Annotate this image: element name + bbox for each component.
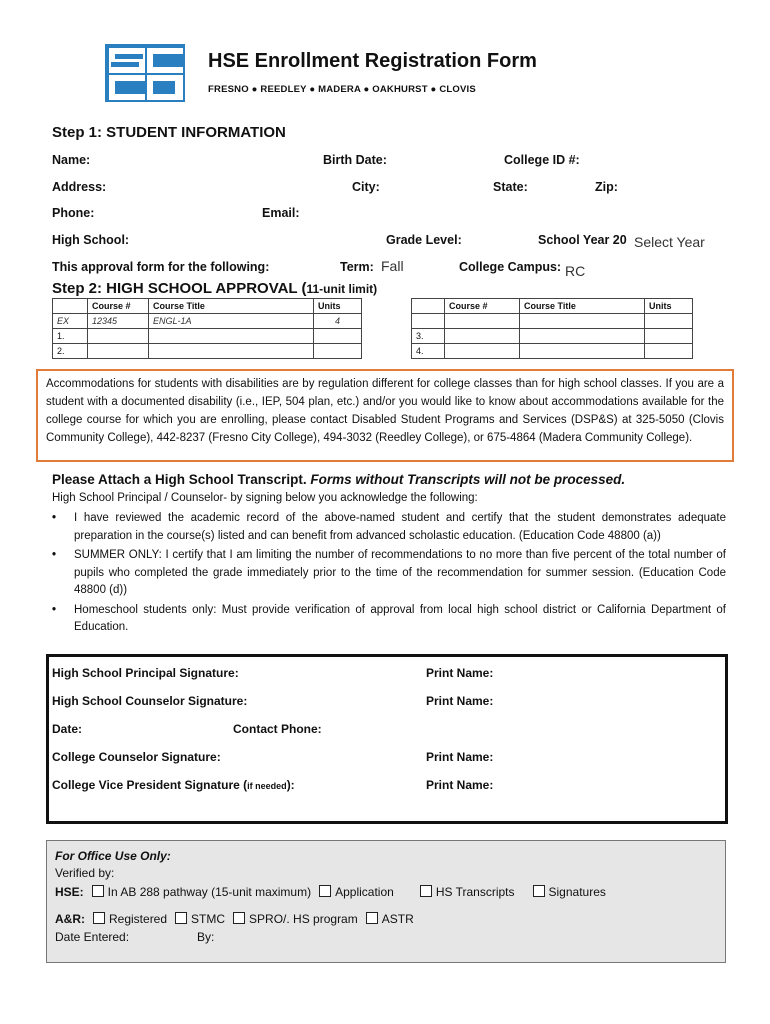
state-label: State: bbox=[493, 180, 528, 194]
ab288-checkbox[interactable] bbox=[92, 885, 104, 897]
course-number-input[interactable] bbox=[445, 329, 520, 344]
acknowledge-list bbox=[52, 510, 726, 639]
list-item-text: SUMMER ONLY: I certify that I am limiting the number of recommendations to no more than five percent of the total number of pupils who completed the grade immediately prior to the time of the recommendation for summer session. (Education Code 48800 (d)) bbox=[74, 549, 726, 596]
birth-date-label: Birth Date: bbox=[323, 153, 387, 167]
table-row bbox=[412, 329, 693, 344]
logo-d-mark bbox=[147, 75, 183, 100]
verified-by-label: Verified by: bbox=[55, 866, 115, 880]
units-input[interactable] bbox=[645, 314, 693, 329]
course-title-input[interactable] bbox=[149, 344, 314, 359]
print-name-label: Print Name: bbox=[426, 750, 494, 764]
hse-label: HSE: bbox=[55, 885, 84, 899]
table-row bbox=[412, 314, 693, 329]
signatures-checkbox[interactable] bbox=[533, 885, 545, 897]
city-label: City: bbox=[352, 180, 380, 194]
name-label: Name: bbox=[52, 153, 91, 167]
col-blank bbox=[53, 299, 88, 314]
college-id-label: College ID #: bbox=[504, 153, 580, 167]
course-number-input[interactable] bbox=[88, 329, 149, 344]
registered-option: Registered bbox=[109, 912, 168, 926]
application-option: Application bbox=[335, 885, 394, 899]
astr-option: ASTR bbox=[381, 912, 414, 926]
course-number-input[interactable] bbox=[445, 344, 520, 359]
contact-phone-label: Contact Phone: bbox=[233, 722, 322, 736]
principal-signature-label: High School Principal Signature: bbox=[52, 666, 239, 680]
row-number: 2. bbox=[53, 344, 88, 359]
list-item-text: Homeschool students only: Must provide verification of approval from local high school district or California Department of Education. bbox=[74, 603, 726, 633]
col-units: Units bbox=[645, 299, 693, 314]
units-input[interactable] bbox=[314, 344, 362, 359]
row-number bbox=[412, 314, 445, 329]
col-units: Units bbox=[314, 299, 362, 314]
table-row bbox=[53, 314, 362, 329]
stmc-option: STMC bbox=[191, 912, 226, 926]
course-title-input[interactable] bbox=[520, 344, 645, 359]
spro-checkbox[interactable] bbox=[233, 912, 245, 924]
list-item: • Homeschool students only: Must provide verification of approval from local high school district or California Department of Education. bbox=[52, 603, 726, 633]
print-name-label: Print Name: bbox=[426, 694, 494, 708]
col-course-number: Course # bbox=[445, 299, 520, 314]
print-name-label: Print Name: bbox=[426, 778, 494, 792]
units-input[interactable] bbox=[645, 329, 693, 344]
college-campus-select[interactable]: RC bbox=[565, 263, 586, 279]
term-label: Term: bbox=[340, 260, 374, 274]
vp-label-end: ): bbox=[286, 778, 295, 792]
office-use-heading: For Office Use Only: bbox=[55, 849, 171, 863]
course-title-cell: ENGL-1A bbox=[149, 314, 314, 329]
phone-label: Phone: bbox=[52, 206, 95, 220]
hs-transcripts-checkbox[interactable] bbox=[420, 885, 432, 897]
col-course-title: Course Title bbox=[520, 299, 645, 314]
ar-label: A&R: bbox=[55, 912, 85, 926]
astr-checkbox[interactable] bbox=[366, 912, 378, 924]
row-number: EX bbox=[53, 314, 88, 329]
row-number: 4. bbox=[412, 344, 445, 359]
course-number-cell: 12345 bbox=[88, 314, 149, 329]
table-row bbox=[53, 329, 362, 344]
course-table-left bbox=[52, 298, 362, 359]
college-logo bbox=[105, 44, 185, 102]
logo-c2-mark bbox=[109, 75, 145, 100]
hs-transcripts-option: HS Transcripts bbox=[435, 885, 515, 899]
campus-list: FRESNO ● REEDLEY ● MADERA ● OAKHURST ● CLOVIS bbox=[208, 84, 476, 95]
transcript-warning: Forms without Transcripts will not be processed. bbox=[310, 472, 626, 487]
signature-box bbox=[46, 654, 728, 824]
col-blank bbox=[412, 299, 445, 314]
acknowledge-text: High School Principal / Counselor- by signing below you acknowledge the following: bbox=[52, 492, 478, 504]
stmc-checkbox[interactable] bbox=[175, 912, 187, 924]
transcript-lead: Please Attach a High School Transcript. bbox=[52, 472, 307, 487]
registered-checkbox[interactable] bbox=[93, 912, 105, 924]
step2-heading bbox=[52, 280, 377, 297]
units-cell: 4 bbox=[314, 314, 362, 329]
spro-option: SPRO/. HS program bbox=[249, 912, 358, 926]
vp-label-text: College Vice President Signature ( bbox=[52, 778, 248, 792]
ab288-option: In AB 288 pathway (15-unit maximum) bbox=[107, 885, 312, 899]
list-item: • I have reviewed the academic record of the above-named student and certify that the student demonstrates adequate preparation in the course(s) listed and can benefit from advanced scholastic education. (Education Code 48800 (a)) bbox=[52, 512, 726, 542]
col-course-title: Course Title bbox=[149, 299, 314, 314]
vp-signature-label bbox=[52, 778, 295, 792]
approval-label: This approval form for the following: bbox=[52, 260, 270, 274]
grade-level-label: Grade Level: bbox=[386, 233, 462, 247]
college-campus-label: College Campus: bbox=[459, 260, 562, 274]
vp-if-needed: if needed bbox=[247, 781, 287, 791]
units-input[interactable] bbox=[314, 329, 362, 344]
counselor-signature-label: High School Counselor Signature: bbox=[52, 694, 248, 708]
course-title-input[interactable] bbox=[520, 314, 645, 329]
email-label: Email: bbox=[262, 206, 300, 220]
step2-unit-limit: 11-unit limit) bbox=[306, 282, 378, 296]
school-year-select[interactable]: Select Year bbox=[634, 234, 705, 250]
application-checkbox[interactable] bbox=[319, 885, 331, 897]
list-item-text: I have reviewed the academic record of the above-named student and certify that the student demonstrates adequate preparation in the course(s) listed and can benefit from advanced scholastic education. (Education Code 48800 (a)) bbox=[74, 512, 726, 542]
step1-heading: Step 1: STUDENT INFORMATION bbox=[52, 124, 286, 141]
row-number: 3. bbox=[412, 329, 445, 344]
ar-row bbox=[55, 912, 414, 926]
course-title-input[interactable] bbox=[149, 329, 314, 344]
row-number: 1. bbox=[53, 329, 88, 344]
units-input[interactable] bbox=[645, 344, 693, 359]
school-year-label: School Year 20 bbox=[538, 233, 627, 247]
step2-heading-text: Step 2: HIGH SCHOOL APPROVAL ( bbox=[52, 280, 307, 297]
logo-s-mark bbox=[109, 48, 145, 73]
accommodations-notice: Accommodations for students with disabilities are by regulation different for college classes than for high school classes. If you are a student with a documented disability (i.e., IEP, 504 plan, etc.) and/or you would like to know about accommodations available for the college course for which you are enrolling, please contact Disabled Student Programs and Services (DSP&S) at 325-5050 (Clovis Community College), 442-8237 (Fresno City College), 494-3032 (Reedley College), or 675-4864 (Madera Community College). bbox=[36, 369, 734, 462]
hse-row bbox=[55, 885, 606, 899]
college-counselor-signature-label: College Counselor Signature: bbox=[52, 750, 221, 764]
signatures-option: Signatures bbox=[548, 885, 606, 899]
term-select[interactable]: Fall bbox=[381, 258, 404, 274]
by-label: By: bbox=[197, 930, 215, 944]
list-item: • SUMMER ONLY: I certify that I am limiting the number of recommendations to no more than five percent of the total number of pupils who completed the grade immediately prior to the time of the recommendation for summer session. (Education Code 48800 (d)) bbox=[52, 549, 726, 596]
date-label: Date: bbox=[52, 722, 83, 736]
high-school-label: High School: bbox=[52, 233, 130, 247]
address-label: Address: bbox=[52, 180, 107, 194]
print-name-label: Print Name: bbox=[426, 666, 494, 680]
course-title-input[interactable] bbox=[520, 329, 645, 344]
logo-c-mark bbox=[147, 48, 183, 73]
table-row bbox=[53, 344, 362, 359]
col-course-number: Course # bbox=[88, 299, 149, 314]
course-number-input[interactable] bbox=[445, 314, 520, 329]
course-number-input[interactable] bbox=[88, 344, 149, 359]
table-row bbox=[412, 344, 693, 359]
transcript-heading bbox=[52, 472, 625, 487]
form-title: HSE Enrollment Registration Form bbox=[208, 50, 537, 72]
date-entered-label: Date Entered: bbox=[55, 930, 130, 944]
course-table-right bbox=[411, 298, 693, 359]
zip-label: Zip: bbox=[595, 180, 618, 194]
office-use-box bbox=[46, 840, 726, 963]
